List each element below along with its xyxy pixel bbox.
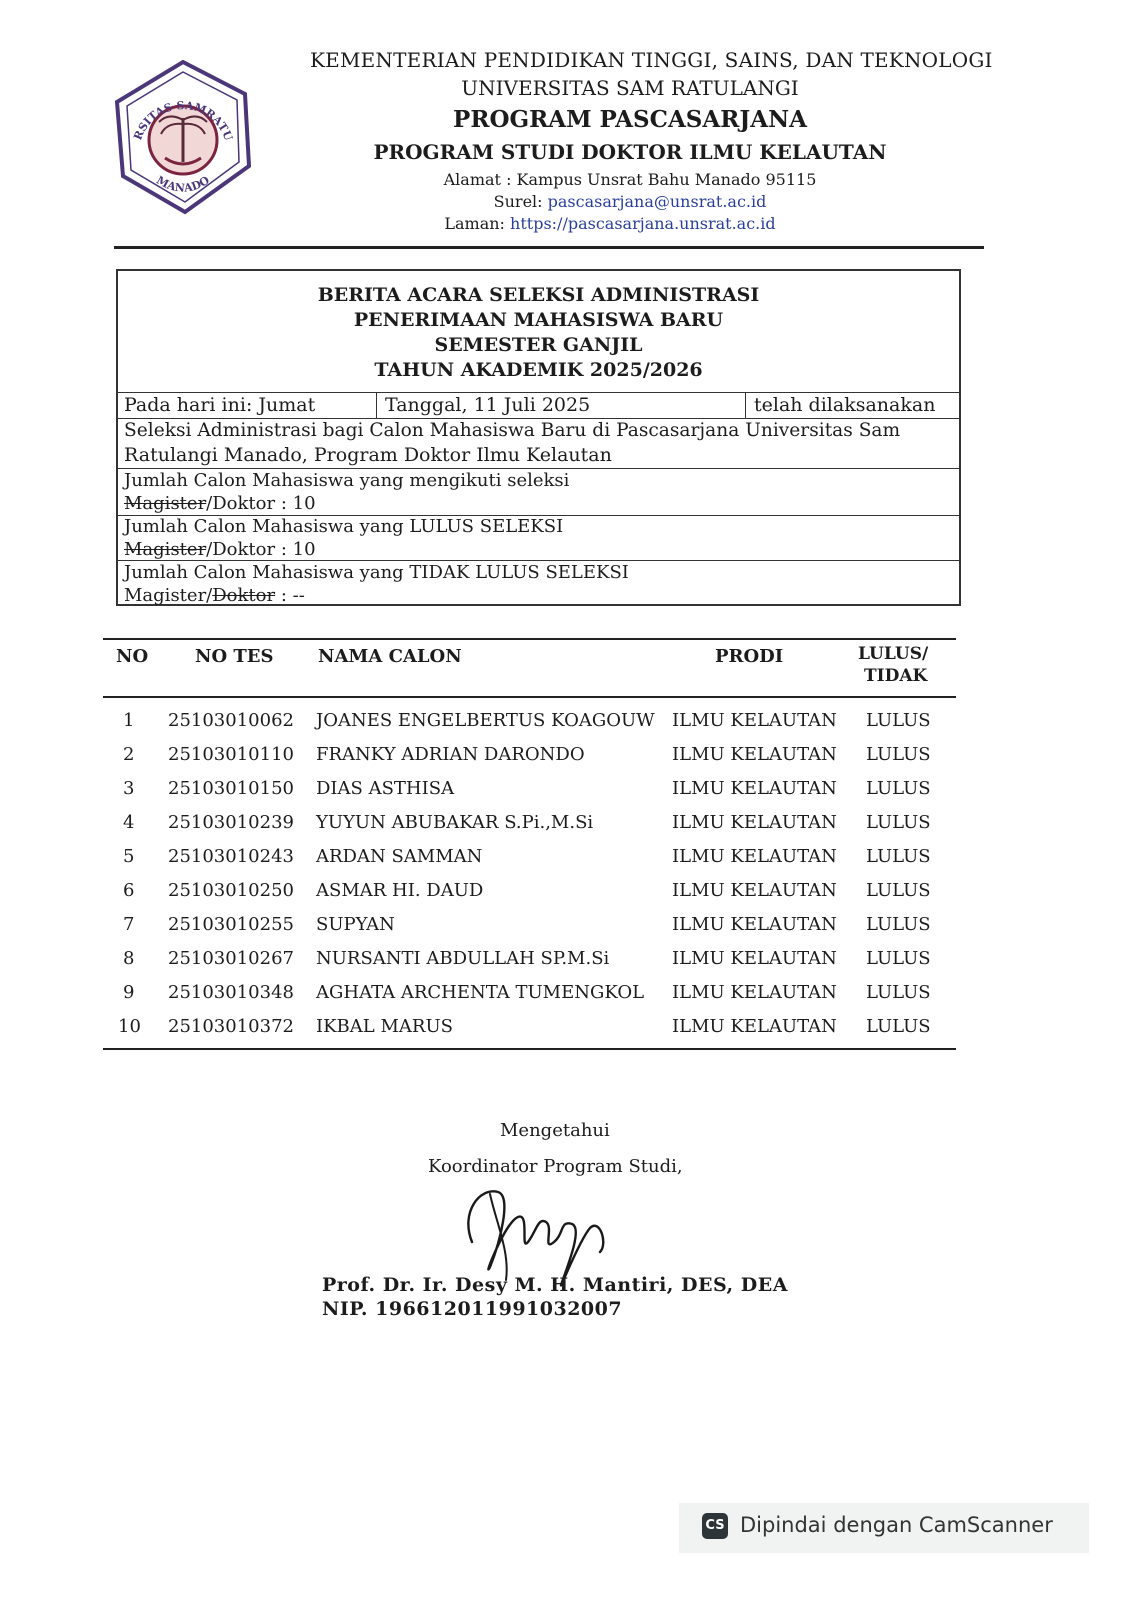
logo-text-top: RSITAS SAMRATU [131,98,236,143]
cell-prodi: ILMU KELAUTAN [672,812,837,833]
failed-label: Jumlah Calon Mahasiswa yang TIDAK LULUS SELEKSI [124,562,629,583]
university-name: UNIVERSITAS SAM RATULANGI [461,76,799,100]
cell-status: LULUS [866,846,931,867]
cell-status: LULUS [866,982,931,1003]
cell-no: 4 [123,812,135,833]
report-title-line-3: SEMESTER GANJIL [434,334,643,356]
report-title-line-4: TAHUN AKADEMIK 2025/2026 [374,359,703,381]
cell-nama: NURSANTI ABDULLAH SP.M.Si [316,948,610,969]
col-header-prodi: PRODI [715,646,784,667]
cell-status: LULUS [866,1016,931,1037]
box-divider [116,418,961,419]
cell-no: 10 [118,1016,141,1037]
table-row [0,812,1130,846]
cell-prodi: ILMU KELAUTAN [672,778,837,799]
table-row [0,710,1130,744]
participants-count: Magister/Doktor : 10 [124,493,316,514]
cell-status: LULUS [866,880,931,901]
logo-text-bottom: MANADO [154,173,212,195]
box-divider [116,560,961,561]
cell-status: LULUS [866,710,931,731]
cell-no: 7 [123,914,135,935]
camscanner-icon: CS [702,1513,728,1539]
magister-label: Magister [124,585,207,606]
table-row [0,778,1130,812]
cell-nama: JOANES ENGELBERTUS KOAGOUW [316,710,655,731]
magister-struck: Magister [124,539,207,560]
report-title-line-1: BERITA ACARA SELEKSI ADMINISTRASI [317,284,760,306]
magister-struck: Magister [124,493,207,514]
doktor-struck: Doktor [212,585,276,606]
cell-nama: ASMAR HI. DAUD [316,880,484,901]
cell-nama: AGHATA ARCHENTA TUMENGKOL [316,982,645,1003]
signatory-name: Prof. Dr. Ir. Desy M. H. Mantiri, DES, DEA [322,1274,788,1296]
doktor-label: Doktor [212,493,276,514]
email-label: Surel: [493,192,543,211]
cell-status: LULUS [866,812,931,833]
table-row [0,914,1130,948]
table-row [0,744,1130,778]
passed-label: Jumlah Calon Mahasiswa yang LULUS SELEKSI [124,516,564,537]
cell-nama: FRANKY ADRIAN DARONDO [316,744,585,765]
participants-label: Jumlah Calon Mahasiswa yang mengikuti seleksi [124,470,570,491]
cell-prodi: ILMU KELAUTAN [672,846,837,867]
cell-no: 8 [123,948,135,969]
program-name: PROGRAM PASCASARJANA [453,106,807,133]
table-row [0,1016,1130,1050]
report-done: telah dilaksanakan [754,394,936,416]
table-header-rule [103,696,956,698]
report-title-line-2: PENERIMAAN MAHASISWA BARU [353,309,724,331]
cell-no: 3 [123,778,135,799]
cell-nama: IKBAL MARUS [316,1016,453,1037]
cell-no-tes: 25103010250 [168,880,294,901]
col-header-nama: NAMA CALON [318,646,462,667]
cell-no-tes: 25103010150 [168,778,294,799]
table-bottom-rule [103,1048,956,1050]
study-program-name: PROGRAM STUDI DOKTOR ILMU KELAUTAN [373,140,887,164]
cell-no-tes: 25103010372 [168,1016,294,1037]
university-logo [113,58,253,218]
coordinator-role: Koordinator Program Studi, [428,1156,683,1177]
cell-prodi: ILMU KELAUTAN [672,948,837,969]
report-date: Tanggal, 11 Juli 2025 [385,394,591,416]
cell-status: LULUS [866,914,931,935]
table-row [0,846,1130,880]
failed-count: Magister/Doktor : -- [124,585,305,606]
cell-status: LULUS [866,948,931,969]
cell-no-tes: 25103010110 [168,744,294,765]
box-divider [745,392,746,418]
passed-value: : 10 [280,539,316,560]
report-description-1: Seleksi Administrasi bagi Calon Mahasiswa Baru di Pascasarjana Universitas Sam [124,420,901,441]
col-header-no-tes: NO TES [195,646,274,667]
cell-no-tes: 25103010062 [168,710,294,731]
email-line [310,192,950,211]
signatory-nip: NIP. 196612011991032007 [322,1298,623,1320]
table-row [0,880,1130,914]
cell-prodi: ILMU KELAUTAN [672,880,837,901]
website-link[interactable]: https://pascasarjana.unsrat.ac.id [510,214,776,233]
address: Alamat : Kampus Unsrat Bahu Manado 95115 [443,170,817,189]
cell-status: LULUS [866,744,931,765]
cell-status: LULUS [866,778,931,799]
ministry-name: KEMENTERIAN PENDIDIKAN TINGGI, SAINS, DAN TEKNOLOGI [310,48,993,72]
cell-prodi: ILMU KELAUTAN [672,710,837,731]
cell-nama: DIAS ASTHISA [316,778,455,799]
doktor-label: Doktor [212,539,276,560]
acknowledged-label: Mengetahui [500,1120,610,1141]
cell-no-tes: 25103010348 [168,982,294,1003]
cell-nama: SUPYAN [316,914,395,935]
cell-prodi: ILMU KELAUTAN [672,914,837,935]
cell-no: 2 [123,744,135,765]
box-divider [376,392,377,418]
cell-no: 5 [123,846,135,867]
cell-no-tes: 25103010243 [168,846,294,867]
cell-no-tes: 25103010255 [168,914,294,935]
header-divider [114,246,984,249]
report-day: Pada hari ini: Jumat [124,394,316,416]
web-label: Laman: [444,214,505,233]
table-row [0,982,1130,1016]
cell-no: 9 [123,982,135,1003]
cell-no: 6 [123,880,135,901]
table-row [0,948,1130,982]
col-header-no: NO [116,646,149,667]
passed-count: Magister/Doktor : 10 [124,539,316,560]
cell-no-tes: 25103010239 [168,812,294,833]
cell-no-tes: 25103010267 [168,948,294,969]
cell-nama: ARDAN SAMMAN [316,846,483,867]
failed-value: : -- [280,585,305,606]
website-line [300,214,920,233]
participants-value: : 10 [280,493,316,514]
cell-prodi: ILMU KELAUTAN [672,1016,837,1037]
email-link[interactable]: pascasarjana@unsrat.ac.id [547,192,767,211]
col-header-lulus-2: TIDAK [864,666,928,686]
box-divider [116,468,961,469]
cell-prodi: ILMU KELAUTAN [672,744,837,765]
col-header-lulus-1: LULUS/ [858,644,929,664]
table-top-rule [103,638,956,640]
cell-nama: YUYUN ABUBAKAR S.Pi.,M.Si [316,812,594,833]
cell-no: 1 [123,710,135,731]
box-divider [116,392,961,393]
cell-prodi: ILMU KELAUTAN [672,982,837,1003]
camscanner-text: Dipindai dengan CamScanner [740,1513,1053,1537]
report-description-2: Ratulangi Manado, Program Doktor Ilmu Kelautan [124,444,612,466]
